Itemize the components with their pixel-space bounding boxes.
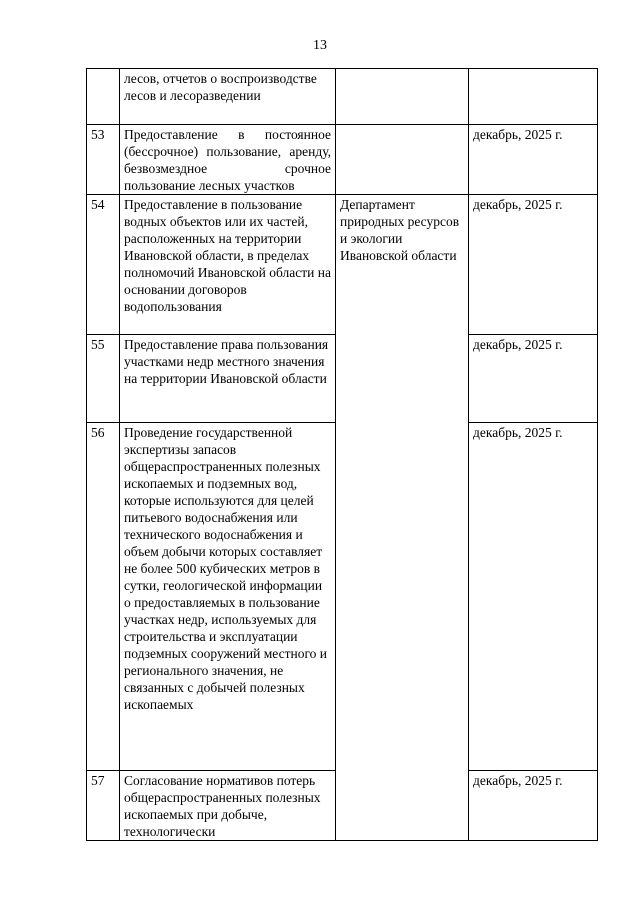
row-description: Проведение государственной экспертизы запасов общераспространенных полезных ископаемых и подземных вод, которые используются для целей питьевого водоснабжения или технического водоснабжения и объем добычи которых составляет не более 500 кубических метров в сутки, геологической информации о предоставляемых в пользование участках недр, используемых для строительства и эксплуатации подземных сооружений местного и регионального значения, не связанных с добычей полезных ископаемых [120,423,336,771]
row-department [336,69,469,125]
row-number: 56 [87,423,120,771]
row-description: Предоставление в пользование водных объектов или их частей, расположенных на территории Ивановской области, в пределах полномочий Ивановской области на основании договоров водопользования [120,195,336,335]
row-description: Предоставление права пользования участками недр местного значения на территории Ивановской области [120,335,336,423]
row-number: 55 [87,335,120,423]
row-description: Предоставление в постоянное (бессрочное) пользование, аренду, безвозмездное срочное пользование лесных участков [120,125,336,195]
row-deadline: декабрь, 2025 г. [469,125,598,195]
row-number: 57 [87,771,120,841]
row-deadline: декабрь, 2025 г. [469,771,598,841]
table-row [87,69,598,125]
plan-table [86,68,598,841]
row-number: 54 [87,195,120,335]
row-deadline: декабрь, 2025 г. [469,195,598,335]
row-department [336,125,469,195]
page-number: 13 [313,38,327,53]
department-cell: Департамент природных ресурсов и экологии Ивановской области [336,195,469,841]
table-row [87,125,598,195]
row-number: 53 [87,125,120,195]
row-deadline: декабрь, 2025 г. [469,423,598,771]
table-row [87,195,598,335]
row-deadline [469,69,598,125]
row-description: лесов, отчетов о воспроизводстве лесов и лесоразведении [120,69,336,125]
row-deadline: декабрь, 2025 г. [469,335,598,423]
row-description: Согласование нормативов потерь общераспространенных полезных ископаемых при добыче, технологически [120,771,336,841]
row-number [87,69,120,125]
